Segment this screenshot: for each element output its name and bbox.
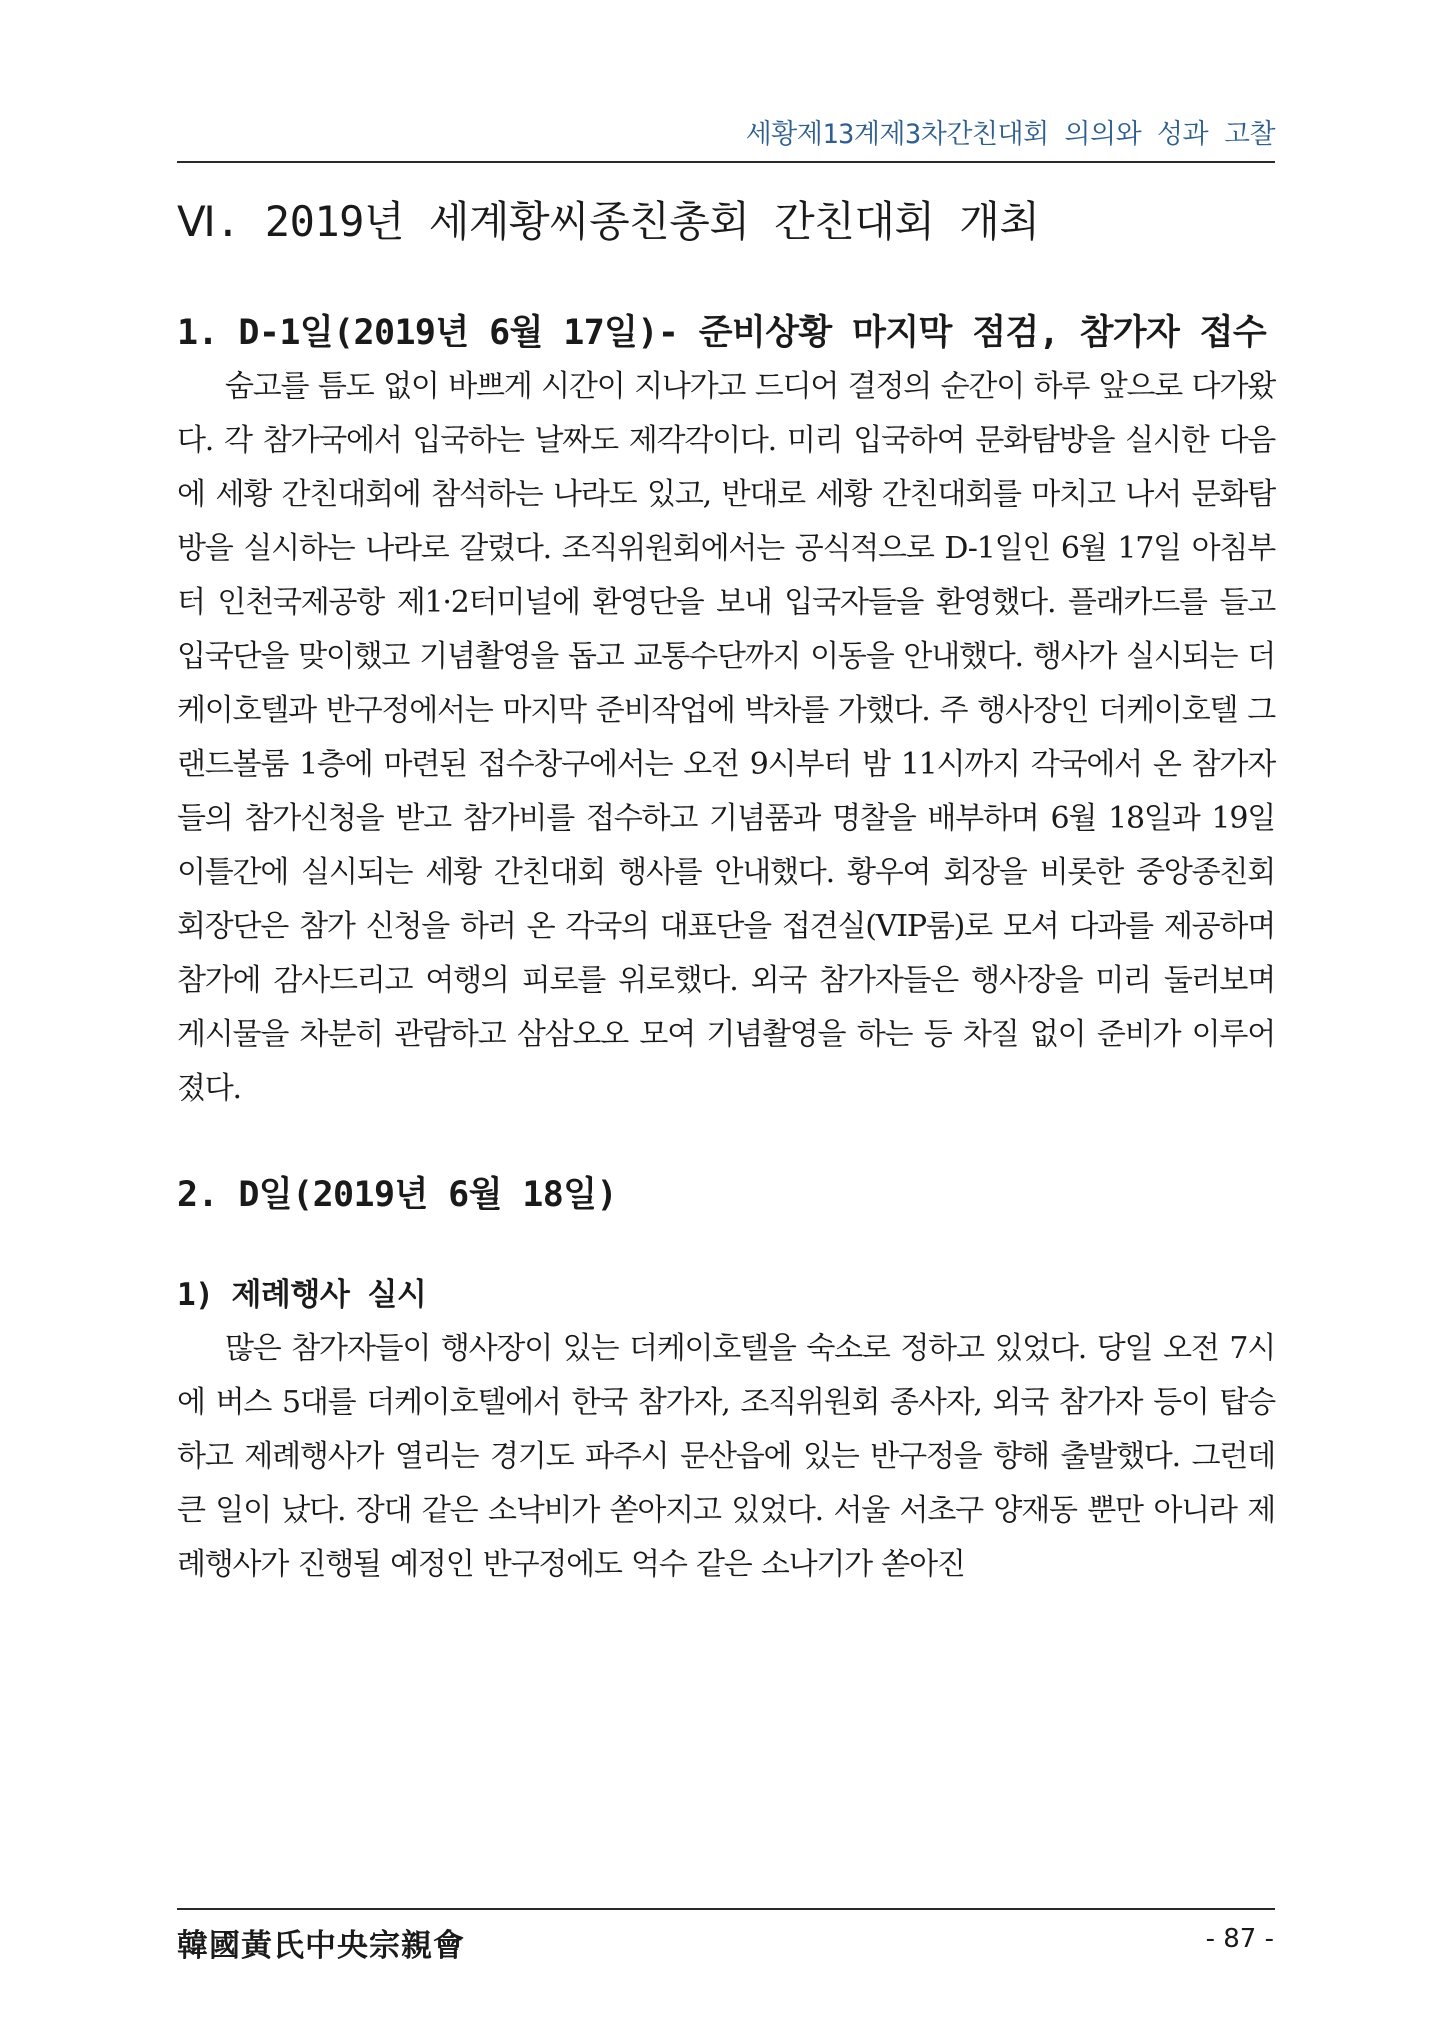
footer-divider <box>177 1908 1275 1910</box>
section-1-paragraph: 숨고를 틈도 없이 바쁘게 시간이 지나가고 드디어 결정의 순간이 하루 앞으로 다가왔다. 각 참가국에서 입국하는 날짜도 제각각이다. 미리 입국하여 문화탐방을 실시한 다음에 세황 간친대회에 참석하는 나라도 있고, 반대로 세황 간친대회를 마치고 나서 문화탐방을 실시하는 나라로 갈렸다. 조직위원회에서는 공식적으로 D-1일인 6월 17일 아침부터 인천국제공항 제1·2터미널에 환영단을 보내 입국자들을 환영했다. 플래카드를 들고 입국단을 맞이했고 기념촬영을 돕고 교통수단까지 이동을 안내했다. 행사가 실시되는 더케이호텔과 반구정에서는 마지막 준비작업에 박차를 가했다. 주 행사장인 더케이호텔 그랜드볼룸 1층에 마련된 접수창구에서는 오전 9시부터 밤 11시까지 각국에서 온 참가자들의 참가신청을 받고 참가비를 접수하고 기념품과 명찰을 배부하며 6월 18일과 19일 이틀간에 실시되는 세황 간친대회 행사를 안내했다. 황우여 회장을 비롯한 중앙종친회 회장단은 참가 신청을 하러 온 각국의 대표단을 접견실(VIP룸)로 모셔 다과를 제공하며 참가에 감사드리고 여행의 피로를 위로했다. 외국 참가자들은 행사장을 미리 둘러보며 게시물을 차분히 관람하고 삼삼오오 모여 기념촬영을 하는 등 차질 없이 준비가 이루어졌다. <box>177 369 1275 1106</box>
spacer <box>177 262 1275 306</box>
spacer <box>177 1116 1275 1168</box>
header-divider <box>177 161 1275 163</box>
subsection-1-paragraph: 많은 참가자들이 행사장이 있는 더케이호텔을 숙소로 정하고 있었다. 당일 오전 7시에 버스 5대를 더케이호텔에서 한국 참가자, 조직위원회 종사자, 외국 참가자 등이 탑승하고 제례행사가 열리는 경기도 파주시 문산읍에 있는 반구정을 향해 출발했다. 그런데 큰 일이 났다. 장대 같은 소낙비가 쏟아지고 있었다. 서울 서초구 양재동 뿐만 아니라 제례행사가 진행될 예정인 반구정에도 억수 같은 소나기가 쏟아진 <box>177 1331 1275 1582</box>
chapter-title: Ⅵ. 2019년 세계황씨종친총회 간친대회 개최 <box>177 197 1040 246</box>
section-2-title: 2. D일(2019년 6월 18일) <box>177 1175 617 1215</box>
running-header: 세황제13계제3차간친대회 의의와 성과 고찰 <box>745 119 1275 150</box>
footer-organization: 韓國黃氏中央宗親會 <box>177 1928 465 1964</box>
spacer <box>177 1222 1275 1268</box>
page-number: - 87 - <box>1205 1924 1274 1954</box>
section-1-title: 1. D-1일(2019년 6월 17일)- 준비상황 마지막 점검, 참가자 접수 <box>177 313 1267 353</box>
page-body <box>177 182 1275 1592</box>
subsection-1-title: 1) 제례행사 실시 <box>177 1277 427 1313</box>
